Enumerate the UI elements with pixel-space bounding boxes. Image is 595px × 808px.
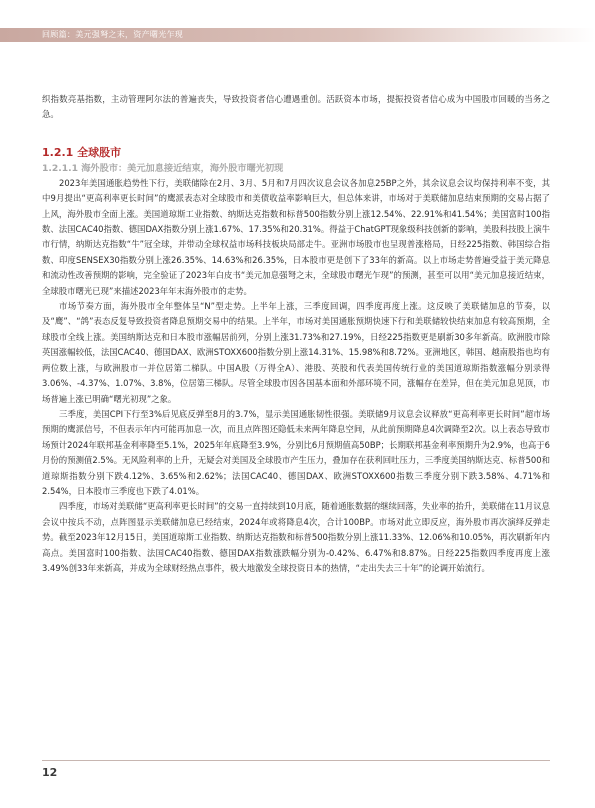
page-header (0, 0, 595, 44)
body-paragraph: 2023年美国通胀趋势性下行，美联储除在2月、3月、5月和7月四次议息会议各加息25BP之外，其余议息会议均保持利率不变，其中9月提出“更高利率更长时间”的鹰派表态对全球股市和美债收益率影响巨大，但总体来讲，市场对于美联储加息结束预期的交易占据了上风，海外股市全面上涨。美国道琼斯工业指数、纳斯达克指数和标普500指数分别上涨12.54%、22.91%和41.54%；美国富时100指数、法国CAC40指数、德国DAX指数分别上涨1.67%、17.35%和20.31%。得益于ChatGPT现象级科技创新的影响，美股科技股上演牛市行情，纳斯达克指数“牛”冠全球，并带动全球权益市场科技板块局部走牛。亚洲市场股市也呈现普涨格局，日经225指数、韩国综合指数、印度SENSEX30指数分别上涨26.35%、14.63%和26.35%，日本股市更是创下了33年的新高。以上市场走势普遍受益于美元降息和流动性改善预期的影响，完全验证了2023年白皮书“美元加息强弩之末，全球股市曙光乍现”的预测，甚至可以用“美元加息接近结束，全球股市曙光已现”来描述2023年年末海外股市的走势。 (42, 177, 550, 296)
body-paragraph: 三季度，美国CPI下行至3%后见底反弹至8月的3.7%，显示美国通胀韧性很强。美联储9月议息会议释放“更高利率更长时间”超市场预期的鹰派信号，不但表示年内可能再加息一次，而且点阵图还隐低未来两年降息空间，从此前预期降息4次调降至2次。以上表态导致市场预计2024年联邦基金利率降至5.1%，2025年年底降至3.9%，分别比6月预期值高50BP；长期联邦基金利率预期升为2.9%，也高于6月份的预测值2.5%。无风险利率的上升，无疑会对美国及全球股市产生压力，叠加存在获利回吐压力，三季度美国纳斯达克、标普500和道琼斯指数分别下跌4.12%、3.65%和2.62%；法国CAC40、德国DAX、欧洲STOXX600指数三季度分别下跌3.58%、4.71%和2.54%，日本股市三季度也下跌了4.01%。 (42, 408, 550, 496)
body-paragraph: 四季度，市场对美联储“更高利率更长时间”的交易一直持续到10月底，随着通胀数据的继续回落，失业率的抬升，美联储在11月议息会议中按兵不动，点阵图显示美联储加息已经结束，2024年或将降息4次，合计100BP。市场对此立即反应，海外股市再次演绎反弹走势。截至2023年12月15日，美国道琼斯工业指数、纳斯达克指数和标普500指数分别上涨11.33%、12.06%和10.05%，再次刷新年内高点。美国富时100指数、法国CAC40指数、德国DAX指数涨跌幅分别为-0.42%、6.47%和8.87%。日经225指数四季度再度上涨3.49%创33年来新高，并成为全球财经热点事件，极大地激发全球投资日本的热情，“走出失去三十年”的论调开始流行。 (42, 501, 550, 573)
subsection-heading: 1.2.1.1 海外股市：美元加息接近结束，海外股市曙光初现 (42, 162, 284, 174)
section-heading: 1.2.1 全球股市 (42, 145, 122, 159)
document-body (42, 92, 550, 576)
intro-paragraph: 织指数亮基指数，主动管理阿尔法的普遍丧失，导致投资者信心遭遇重创。活跃资本市场，提振投资者信心成为中国股市回暖的当务之急。 (42, 94, 550, 120)
page-number: 12 (42, 766, 58, 779)
footer-divider (42, 760, 550, 761)
body-paragraph: 市场节奏方面，海外股市全年整体呈“N”型走势。上半年上涨，三季度回调，四季度再度上涨。这反映了美联储加息的节奏，以及“鹰”、“鸽”表态反复导致投资者降息预期交易中的结果。上半年，市场对美国通胀预期快速下行和美联储较快结束加息有较高预期，全球股市全线上涨。美国纳斯达克和日本股市涨幅居前列，分别上涨31.73%和27.19%，日经225指数更是刷新30多年新高。欧洲股市除英国涨幅较低，法国CAC40、德国DAX、欧洲STOXX600指数分别上涨14.31%、15.98%和8.72%。亚洲地区，韩国、越南股指也均有两位数上涨，与欧洲股市一并位居第二梯队。中国A股（万得全A）、港股、英股和代表美国传统行业的美国道琼斯指数涨幅分别录得3.06%、-4.37%、1.07%、3.8%，位居第三梯队。尽管全球股市因各国基本面和外部环境不同，涨幅存在差异，但在美元加息见顶，市场普遍上涨已明确“曙光初现”之象。 (42, 301, 550, 404)
header-title: 回顾篇：美元强弩之末，资产曙光乍现 (42, 30, 184, 39)
